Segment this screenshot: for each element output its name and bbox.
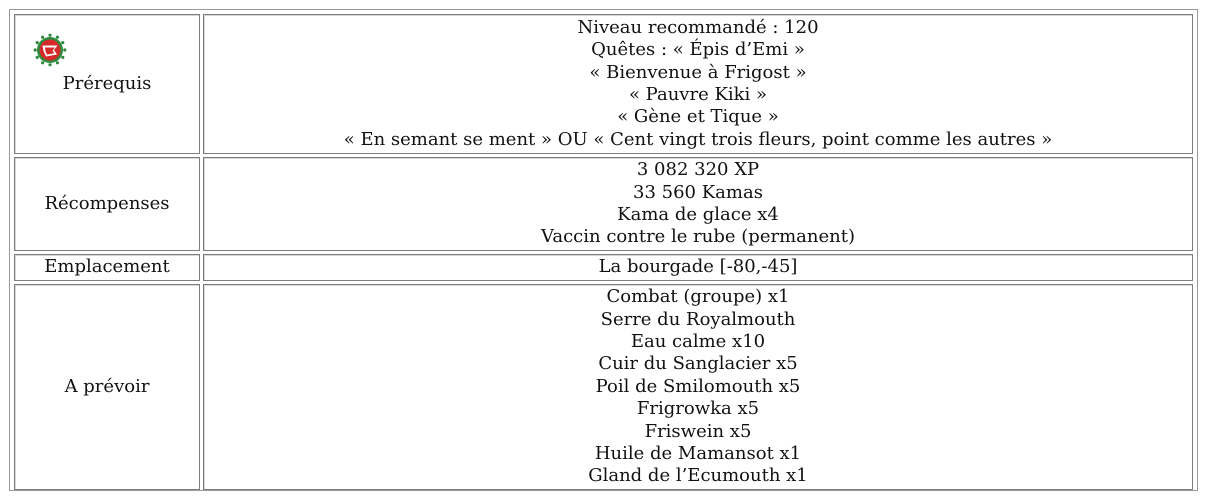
value-line: Poil de Smilomouth x5	[595, 375, 801, 397]
row-label: Emplacement	[44, 256, 170, 278]
value-line: Combat (groupe) x1	[606, 286, 790, 308]
row-label-cell	[14, 157, 200, 251]
row-value-cell	[203, 157, 1193, 251]
value-line: Friswein x5	[644, 420, 752, 442]
value-line: Huile de Mamansot x1	[594, 443, 802, 465]
quest-info-frame	[9, 9, 1198, 491]
table-row-rewards	[14, 157, 1193, 251]
value-line: La bourgade [-80,-45]	[598, 256, 798, 278]
value-line: Gland de l’Ecumouth x1	[588, 465, 808, 487]
value-line: Niveau recommandé : 120	[577, 16, 819, 38]
row-label-cell	[14, 284, 200, 490]
value-line: « Gène et Tique »	[617, 106, 779, 128]
quest-emblem-icon	[33, 33, 67, 67]
value-line: « En semant se ment » OU « Cent vingt trois fleurs, point comme les autres »	[343, 128, 1053, 150]
table-row-to-prepare	[14, 284, 1193, 490]
row-value-cell	[203, 254, 1193, 281]
row-label: A prévoir	[64, 375, 150, 397]
value-line: Cuir du Sanglacier x5	[598, 353, 798, 375]
value-line: Serre du Royalmouth	[600, 308, 796, 330]
value-line: 3 082 320 XP	[636, 159, 760, 181]
row-label: Prérequis	[62, 72, 152, 94]
table-row-location	[14, 254, 1193, 281]
value-line: Frigrowka x5	[636, 398, 760, 420]
row-label-cell	[14, 14, 200, 154]
value-line: Eau calme x10	[630, 330, 766, 352]
value-line: Vaccin contre le rube (permanent)	[541, 226, 855, 248]
table-row-prerequisites	[14, 14, 1193, 154]
row-value-cell	[203, 284, 1193, 490]
row-label: Récompenses	[44, 192, 170, 214]
value-line: 33 560 Kamas	[633, 181, 763, 203]
value-line: « Bienvenue à Frigost »	[589, 61, 807, 83]
value-line: Quêtes : « Épis d’Emi »	[591, 39, 805, 61]
row-value-cell	[203, 14, 1193, 154]
value-line: Kama de glace x4	[617, 204, 779, 225]
row-label-cell	[14, 254, 200, 281]
quest-info-table	[11, 11, 1196, 493]
value-line: « Pauvre Kiki »	[628, 84, 768, 105]
